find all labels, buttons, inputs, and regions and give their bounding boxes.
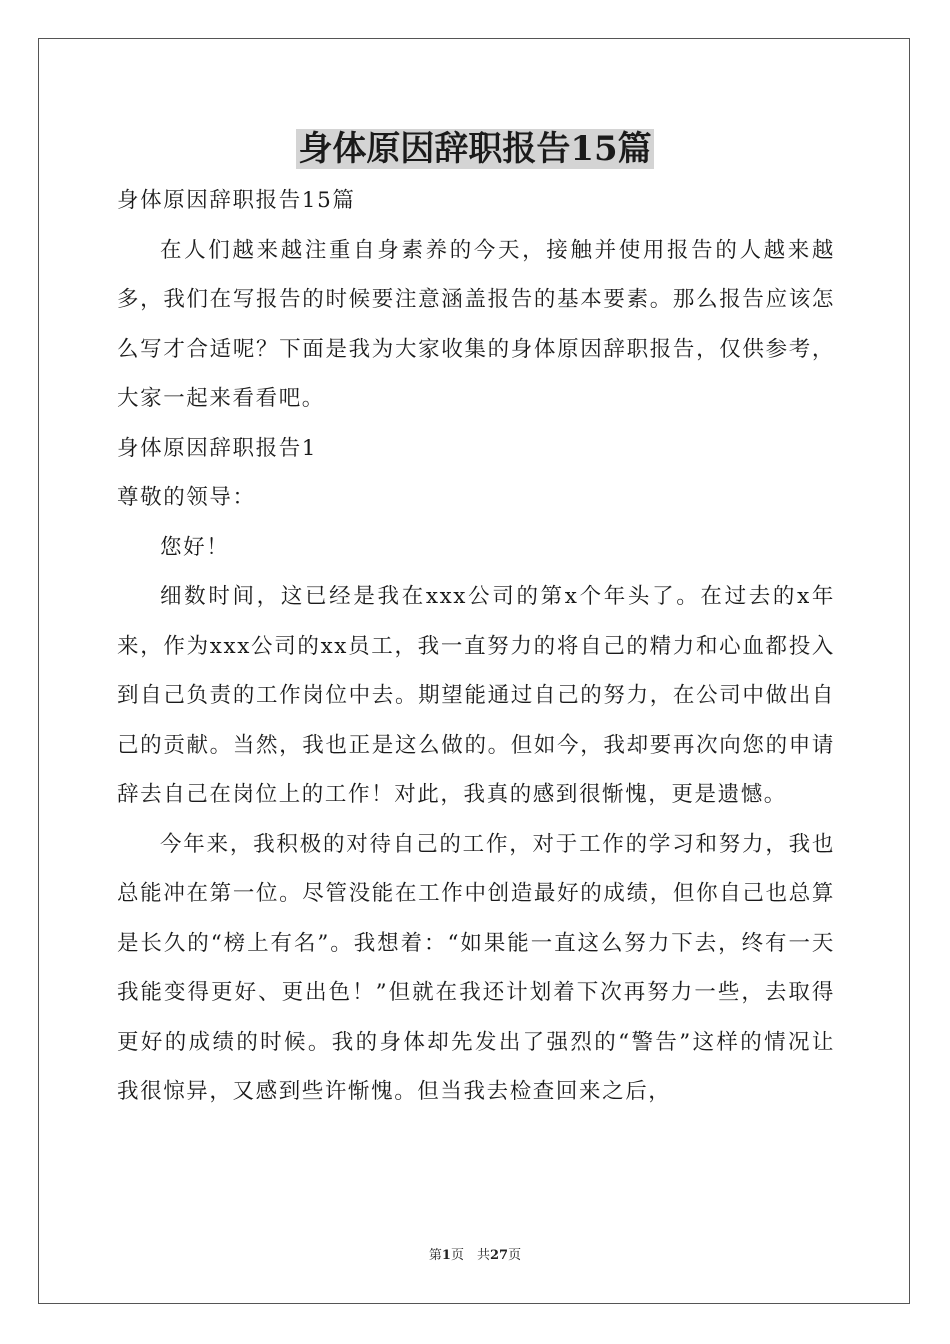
- section-heading: 身体原因辞职报告1: [117, 435, 318, 461]
- page-label-prefix: 第: [428, 1248, 442, 1263]
- total-page-number: 27: [489, 1248, 509, 1263]
- page-label-mid: 页 共: [450, 1248, 490, 1263]
- document-title-text: 身体原因辞职报告15篇: [298, 129, 652, 169]
- subtitle-paragraph: 身体原因辞职报告15篇: [117, 188, 356, 213]
- document-title: [0, 126, 950, 172]
- intro-paragraph: 在人们越来越注重自身素养的今天，接触并使用报告的人越来越多，我们在写报告的时候要注意涵盖报告的基本要素。那么报告应该怎么写才合适呢？下面是我为大家收集的身体原因辞职报告，仅供参考，大家一起来看看吧。: [117, 237, 835, 411]
- page-footer: [0, 1247, 950, 1265]
- greeting: 您好！: [160, 534, 230, 560]
- page-label-suffix: 页: [508, 1248, 522, 1263]
- body-paragraph: 细数时间，这已经是我在xxx公司的第x个年头了。在过去的x年来，作为xxx公司的xx员工，我一直努力的将自己的精力和心血都投入到自己负责的工作岗位中去。期望能通过自己的努力，在公司中做出自己的贡献。当然，我也正是这么做的。但如今，我却要再次向您的申请辞去自己在岗位上的工作！对此，我真的感到很惭愧，更是遗憾。: [117, 584, 835, 807]
- current-page-number: 1: [441, 1248, 451, 1263]
- document-body: [117, 176, 835, 1117]
- salutation: 尊敬的领导：: [117, 485, 256, 510]
- body-paragraph: 今年来，我积极的对待自己的工作，对于工作的学习和努力，我也总能冲在第一位。尽管没能在工作中创造最好的成绩，但你自己也总算是长久的“榜上有名”。我想着：“如果能一直这么努力下去，终有一天我能变得更好、更出色！”但就在我还计划着下次再努力一些，去取得更好的成绩的时候。我的身体却先发出了强烈的“警告”这样的情况让我很惊异，又感到些许惭愧。但当我去检查回来之后，: [117, 831, 835, 1104]
